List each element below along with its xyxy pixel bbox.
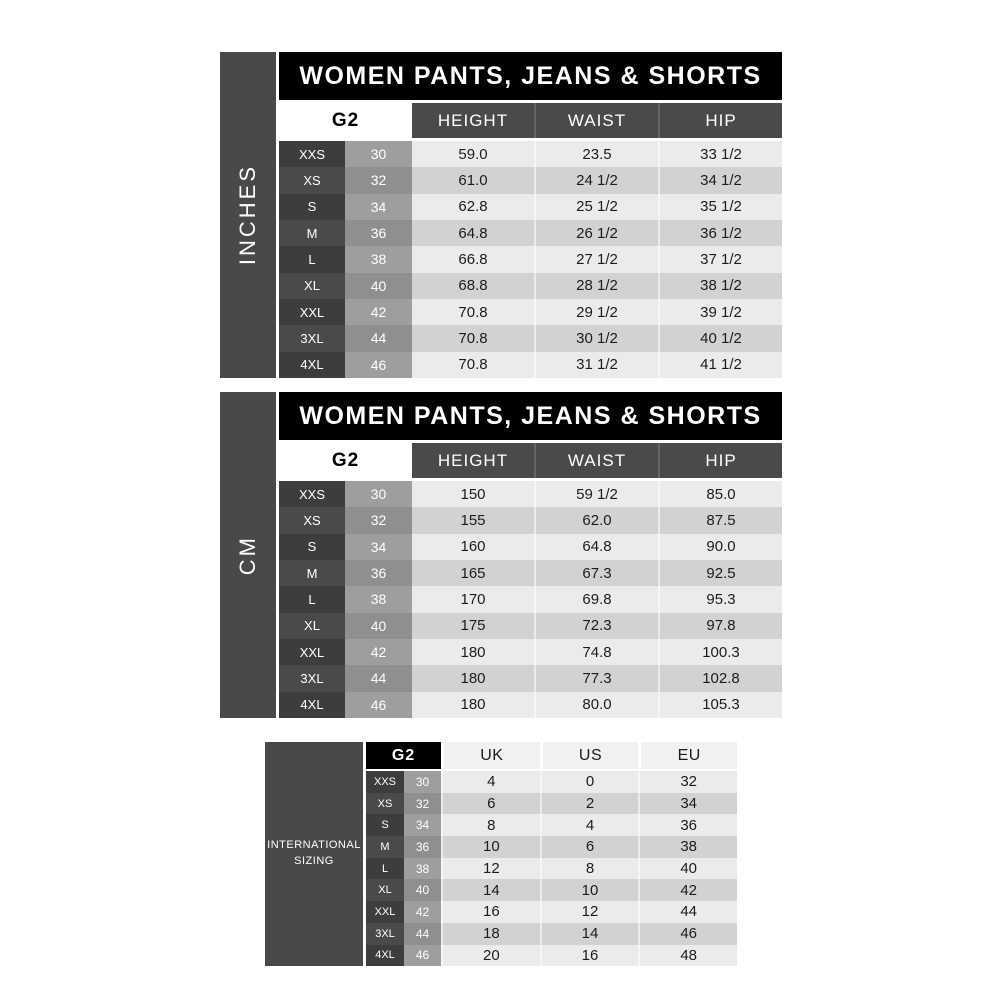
value-cell: 69.8: [534, 586, 658, 612]
table-row: [279, 534, 782, 560]
size-number-cell: 30: [345, 481, 412, 507]
value-cell: 36 1/2: [658, 220, 782, 246]
value-cell: 25 1/2: [534, 194, 658, 220]
inches-unit-label: INCHES: [235, 164, 260, 266]
value-cell: 12: [441, 858, 540, 880]
value-cell: 0: [540, 771, 639, 793]
value-cell: 97.8: [658, 613, 782, 639]
value-cell: 20: [441, 945, 540, 967]
value-cell: 40: [638, 858, 737, 880]
table-row: [279, 613, 782, 639]
value-cell: 14: [441, 879, 540, 901]
table-row: [366, 814, 737, 836]
value-cell: 44: [638, 901, 737, 923]
value-cell: 10: [540, 879, 639, 901]
table-row: [279, 507, 782, 533]
size-label-cell: 3XL: [279, 665, 345, 691]
value-cell: 62.8: [412, 194, 534, 220]
table-row: [366, 923, 737, 945]
size-number-cell: 44: [345, 665, 412, 691]
size-number-cell: 46: [345, 352, 412, 378]
table-row: [279, 692, 782, 718]
value-cell: 40 1/2: [658, 325, 782, 351]
size-label-cell: XXS: [279, 481, 345, 507]
value-cell: 68.8: [412, 273, 534, 299]
size-label-cell: XS: [279, 167, 345, 193]
value-cell: 150: [412, 481, 534, 507]
size-label-cell: 4XL: [279, 692, 345, 718]
value-cell: 87.5: [658, 507, 782, 533]
size-label-cell: L: [279, 586, 345, 612]
column-header-us: US: [540, 742, 639, 769]
table-row: [279, 141, 782, 167]
value-cell: 18: [441, 923, 540, 945]
table-row: [279, 352, 782, 378]
size-number-cell: 40: [404, 879, 441, 901]
table-row: [279, 639, 782, 665]
table-row: [366, 879, 737, 901]
value-cell: 77.3: [534, 665, 658, 691]
size-number-cell: 32: [404, 793, 441, 815]
table-row: [366, 858, 737, 880]
size-number-cell: 36: [345, 560, 412, 586]
size-number-cell: 36: [404, 836, 441, 858]
value-cell: 8: [540, 858, 639, 880]
size-number-cell: 46: [345, 692, 412, 718]
value-cell: 160: [412, 534, 534, 560]
value-cell: 170: [412, 586, 534, 612]
table-row: [279, 246, 782, 272]
table-row: [366, 771, 737, 793]
size-label-cell: XXL: [279, 639, 345, 665]
value-cell: 32: [638, 771, 737, 793]
size-number-cell: 44: [404, 923, 441, 945]
size-number-cell: 38: [345, 246, 412, 272]
size-number-cell: 36: [345, 220, 412, 246]
value-cell: 16: [441, 901, 540, 923]
value-cell: 85.0: [658, 481, 782, 507]
value-cell: 100.3: [658, 639, 782, 665]
value-cell: 48: [638, 945, 737, 967]
size-label-cell: 3XL: [366, 923, 404, 945]
size-label-cell: 4XL: [279, 352, 345, 378]
value-cell: 6: [540, 836, 639, 858]
value-cell: 6: [441, 793, 540, 815]
international-sizing-label-line1: INTERNATIONAL: [267, 839, 361, 852]
international-sizing-label: [265, 742, 363, 966]
size-number-cell: 30: [345, 141, 412, 167]
value-cell: 72.3: [534, 613, 658, 639]
size-label-cell: 4XL: [366, 945, 404, 967]
value-cell: 105.3: [658, 692, 782, 718]
value-cell: 80.0: [534, 692, 658, 718]
cm-table-main: [279, 392, 782, 718]
column-header-eu: EU: [638, 742, 737, 769]
brand-cell: G2: [366, 742, 441, 769]
value-cell: 38 1/2: [658, 273, 782, 299]
cm-table-body: [279, 481, 782, 718]
cm-size-table: [220, 392, 782, 718]
value-cell: 26 1/2: [534, 220, 658, 246]
size-label-cell: M: [366, 836, 404, 858]
value-cell: 27 1/2: [534, 246, 658, 272]
value-cell: 16: [540, 945, 639, 967]
size-label-cell: M: [279, 560, 345, 586]
size-label-cell: S: [279, 194, 345, 220]
value-cell: 46: [638, 923, 737, 945]
value-cell: 102.8: [658, 665, 782, 691]
value-cell: 66.8: [412, 246, 534, 272]
size-label-cell: XL: [279, 273, 345, 299]
inches-table-title: WOMEN PANTS, JEANS & SHORTS: [279, 52, 782, 100]
cm-unit-rail: [220, 392, 276, 718]
size-label-cell: L: [279, 246, 345, 272]
value-cell: 12: [540, 901, 639, 923]
value-cell: 8: [441, 814, 540, 836]
size-number-cell: 40: [345, 613, 412, 639]
value-cell: 90.0: [658, 534, 782, 560]
value-cell: 30 1/2: [534, 325, 658, 351]
size-number-cell: 34: [345, 534, 412, 560]
column-header-hip: HIP: [658, 103, 782, 138]
value-cell: 36: [638, 814, 737, 836]
value-cell: 34 1/2: [658, 167, 782, 193]
size-number-cell: 34: [404, 814, 441, 836]
value-cell: 64.8: [412, 220, 534, 246]
inches-table-header: [279, 103, 782, 138]
table-row: [366, 901, 737, 923]
international-table-body: [366, 771, 737, 966]
value-cell: 59 1/2: [534, 481, 658, 507]
size-label-cell: M: [279, 220, 345, 246]
international-table-header: [366, 742, 737, 769]
column-header-waist: WAIST: [534, 103, 658, 138]
size-label-cell: S: [279, 534, 345, 560]
value-cell: 59.0: [412, 141, 534, 167]
brand-cell: G2: [279, 443, 412, 478]
value-cell: 67.3: [534, 560, 658, 586]
size-number-cell: 44: [345, 325, 412, 351]
value-cell: 39 1/2: [658, 299, 782, 325]
table-row: [279, 586, 782, 612]
size-label-cell: 3XL: [279, 325, 345, 351]
value-cell: 74.8: [534, 639, 658, 665]
table-row: [279, 665, 782, 691]
value-cell: 180: [412, 692, 534, 718]
value-cell: 38: [638, 836, 737, 858]
table-row: [366, 945, 737, 967]
inches-unit-rail: [220, 52, 276, 378]
international-table-main: [366, 742, 737, 966]
cm-table-header: [279, 443, 782, 478]
value-cell: 10: [441, 836, 540, 858]
value-cell: 35 1/2: [658, 194, 782, 220]
size-label-cell: XXL: [279, 299, 345, 325]
table-row: [279, 167, 782, 193]
value-cell: 24 1/2: [534, 167, 658, 193]
size-number-cell: 34: [345, 194, 412, 220]
column-header-waist: WAIST: [534, 443, 658, 478]
value-cell: 175: [412, 613, 534, 639]
table-row: [279, 325, 782, 351]
inches-size-table: [220, 52, 782, 378]
brand-cell: G2: [279, 103, 412, 138]
size-label-cell: XXS: [279, 141, 345, 167]
value-cell: 34: [638, 793, 737, 815]
size-label-cell: XS: [279, 507, 345, 533]
value-cell: 61.0: [412, 167, 534, 193]
value-cell: 70.8: [412, 352, 534, 378]
value-cell: 180: [412, 639, 534, 665]
table-row: [366, 793, 737, 815]
value-cell: 2: [540, 793, 639, 815]
value-cell: 14: [540, 923, 639, 945]
size-number-cell: 42: [404, 901, 441, 923]
international-size-table: [265, 742, 737, 966]
size-label-cell: S: [366, 814, 404, 836]
column-header-height: HEIGHT: [412, 103, 534, 138]
value-cell: 4: [540, 814, 639, 836]
value-cell: 64.8: [534, 534, 658, 560]
size-number-cell: 42: [345, 299, 412, 325]
value-cell: 155: [412, 507, 534, 533]
size-number-cell: 32: [345, 167, 412, 193]
size-label-cell: L: [366, 858, 404, 880]
value-cell: 62.0: [534, 507, 658, 533]
value-cell: 70.8: [412, 325, 534, 351]
size-label-cell: XS: [366, 793, 404, 815]
column-header-uk: UK: [441, 742, 540, 769]
table-row: [279, 560, 782, 586]
value-cell: 70.8: [412, 299, 534, 325]
size-label-cell: XXL: [366, 901, 404, 923]
table-row: [279, 299, 782, 325]
table-row: [279, 220, 782, 246]
cm-unit-label: CM: [235, 534, 260, 576]
value-cell: 33 1/2: [658, 141, 782, 167]
inches-table-main: [279, 52, 782, 378]
value-cell: 23.5: [534, 141, 658, 167]
size-label-cell: XXS: [366, 771, 404, 793]
international-sizing-label-line2: SIZING: [294, 855, 334, 868]
table-row: [279, 194, 782, 220]
value-cell: 4: [441, 771, 540, 793]
size-number-cell: 46: [404, 945, 441, 967]
cm-table-title: WOMEN PANTS, JEANS & SHORTS: [279, 392, 782, 440]
value-cell: 42: [638, 879, 737, 901]
column-header-height: HEIGHT: [412, 443, 534, 478]
size-number-cell: 38: [404, 858, 441, 880]
column-header-hip: HIP: [658, 443, 782, 478]
table-row: [279, 273, 782, 299]
inches-table-body: [279, 141, 782, 378]
size-number-cell: 40: [345, 273, 412, 299]
size-number-cell: 32: [345, 507, 412, 533]
value-cell: 31 1/2: [534, 352, 658, 378]
table-row: [279, 481, 782, 507]
value-cell: 92.5: [658, 560, 782, 586]
value-cell: 41 1/2: [658, 352, 782, 378]
size-label-cell: XL: [279, 613, 345, 639]
value-cell: 37 1/2: [658, 246, 782, 272]
value-cell: 180: [412, 665, 534, 691]
value-cell: 165: [412, 560, 534, 586]
size-number-cell: 38: [345, 586, 412, 612]
size-label-cell: XL: [366, 879, 404, 901]
value-cell: 28 1/2: [534, 273, 658, 299]
size-number-cell: 42: [345, 639, 412, 665]
value-cell: 29 1/2: [534, 299, 658, 325]
value-cell: 95.3: [658, 586, 782, 612]
size-number-cell: 30: [404, 771, 441, 793]
table-row: [366, 836, 737, 858]
